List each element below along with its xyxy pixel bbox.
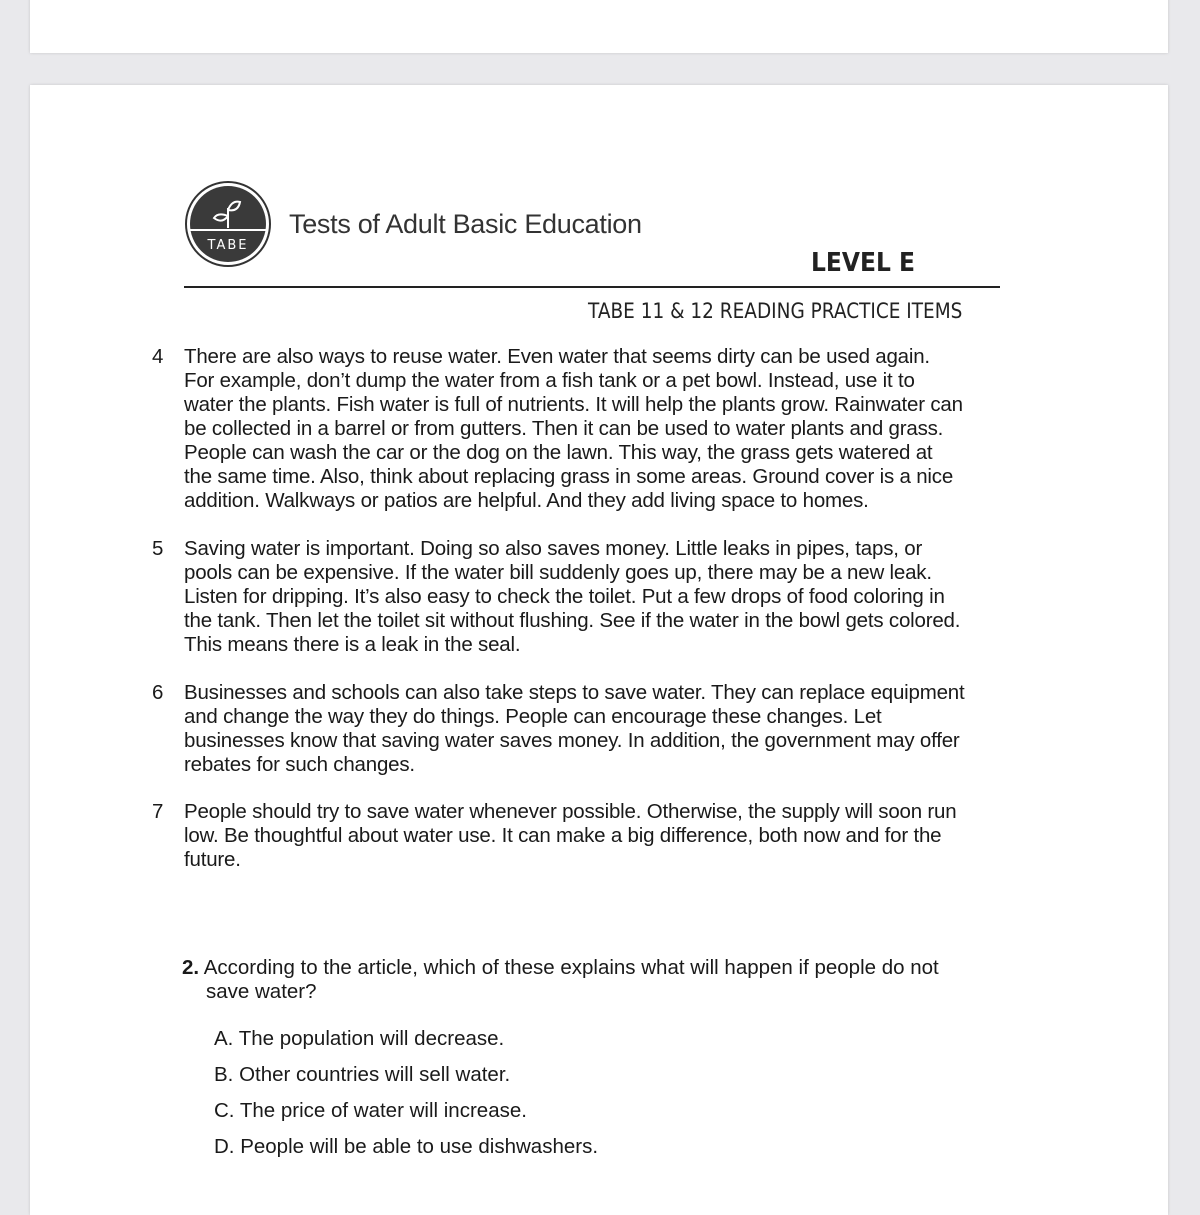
paragraph-line: Listen for dripping. It’s also easy to check the toilet. Put a few drops of food coloring in bbox=[184, 585, 945, 608]
question-text: According to the article, which of these explains what will happen if people do not bbox=[203, 956, 939, 979]
paragraph-line: the same time. Also, think about replacing grass in some areas. Ground cover is a nice bbox=[184, 465, 954, 488]
paragraph-line: low. Be thoughtful about water use. It can make a big difference, both now and for the bbox=[184, 824, 942, 847]
paragraph-number: 6 bbox=[152, 681, 164, 704]
option-d[interactable]: D. People will be able to use dishwashers. bbox=[214, 1135, 599, 1158]
subtitle: TABE 11 & 12 READING PRACTICE ITEMS bbox=[588, 299, 963, 323]
paragraph-5 bbox=[152, 537, 1012, 657]
previous-page bbox=[30, 0, 1168, 53]
paragraph-6 bbox=[152, 681, 1012, 777]
paragraph-line: rebates for such changes. bbox=[184, 753, 415, 776]
paragraph-line: future. bbox=[184, 848, 241, 871]
tabe-logo-icon bbox=[184, 180, 272, 268]
option-b[interactable]: B. Other countries will sell water. bbox=[214, 1063, 511, 1086]
paragraph-line: This means there is a leak in the seal. bbox=[184, 633, 521, 656]
question-number: 2. bbox=[182, 956, 200, 979]
paragraph-number: 5 bbox=[152, 537, 164, 560]
paragraph-line: People should try to save water whenever possible. Otherwise, the supply will soon run bbox=[184, 800, 957, 823]
question-text-2: save water? bbox=[206, 980, 317, 1003]
paragraph-line: There are also ways to reuse water. Even water that seems dirty can be used again. bbox=[184, 345, 930, 368]
paragraph-7 bbox=[152, 800, 1012, 872]
paragraph-line: water the plants. Fish water is full of nutrients. It will help the plants grow. Rainwater can bbox=[184, 393, 963, 416]
brand-title: Tests of Adult Basic Education bbox=[289, 209, 642, 239]
paragraph-line: pools can be expensive. If the water bill suddenly goes up, there may be a new leak. bbox=[184, 561, 932, 584]
paragraph-line: and change the way they do things. People can encourage these changes. Let bbox=[184, 705, 882, 728]
paragraph-line: be collected in a barrel or from gutters. Then it can be used to water plants and grass. bbox=[184, 417, 944, 440]
option-a[interactable]: A. The population will decrease. bbox=[214, 1027, 505, 1050]
paragraph-line: addition. Walkways or patios are helpful. And they add living space to homes. bbox=[184, 489, 869, 512]
paragraph-line: businesses know that saving water saves money. In addition, the government may offer bbox=[184, 729, 960, 752]
paragraph-number: 4 bbox=[152, 345, 164, 368]
paragraph-line: For example, don’t dump the water from a fish tank or a pet bowl. Instead, use it to bbox=[184, 369, 915, 392]
paragraph-line: People can wash the car or the dog on the lawn. This way, the grass gets watered at bbox=[184, 441, 933, 464]
paragraph-line: the tank. Then let the toilet sit without flushing. See if the water in the bowl gets colored. bbox=[184, 609, 961, 632]
paragraph-line: Saving water is important. Doing so also saves money. Little leaks in pipes, taps, or bbox=[184, 537, 923, 560]
paragraph-number: 7 bbox=[152, 800, 164, 823]
level-label: LEVEL E bbox=[811, 248, 916, 278]
paragraph-line: Businesses and schools can also take steps to save water. They can replace equipment bbox=[184, 681, 965, 704]
paragraph-4 bbox=[152, 345, 1012, 513]
header-divider bbox=[184, 286, 1000, 288]
option-c[interactable]: C. The price of water will increase. bbox=[214, 1099, 527, 1122]
question bbox=[182, 956, 939, 1004]
svg-text:TABE: TABE bbox=[207, 238, 249, 253]
